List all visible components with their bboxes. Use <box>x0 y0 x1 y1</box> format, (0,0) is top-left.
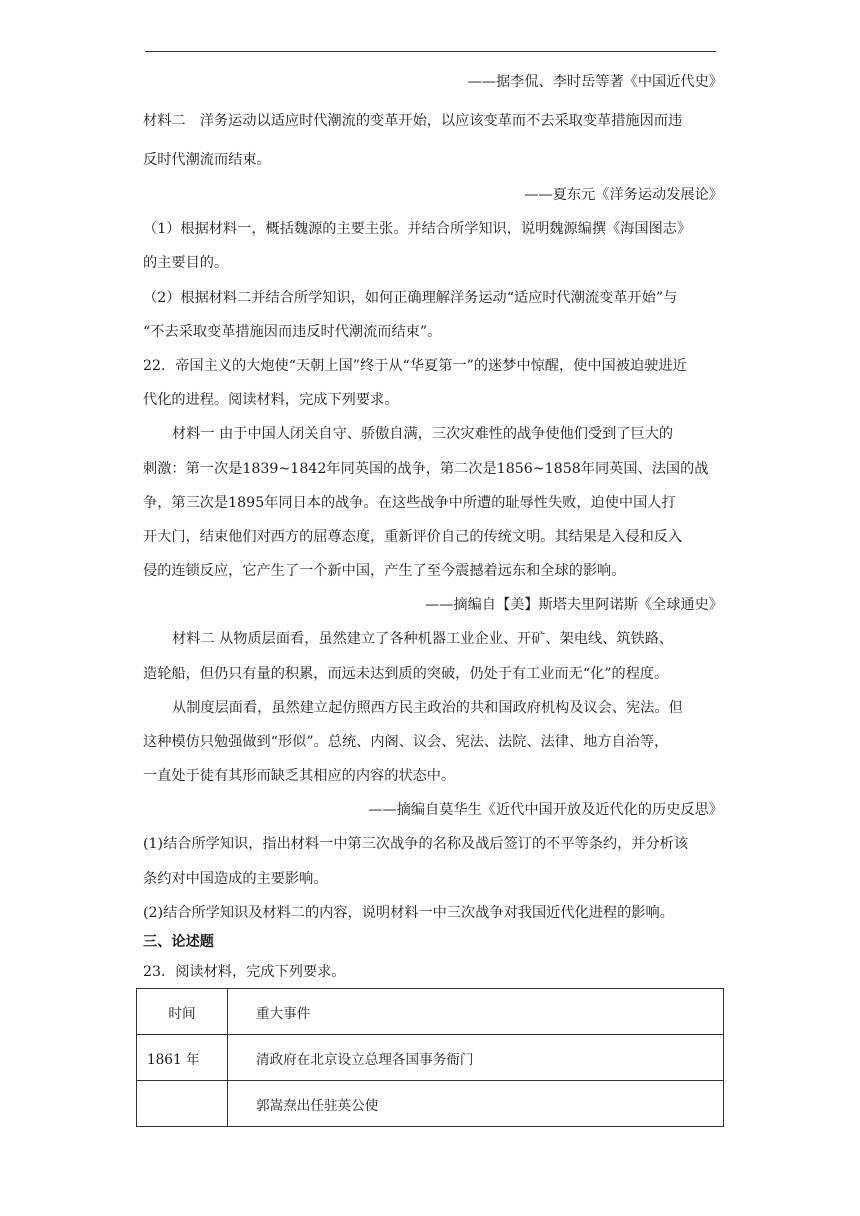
section-heading: 三、论述题 <box>143 934 214 950</box>
table-header-time: 时间 <box>137 989 228 1035</box>
table-cell-time: 1861 年 <box>137 1035 228 1081</box>
material2-text: 反时代潮流而结束。 <box>143 152 271 168</box>
material2-text: 材料二 洋务运动以适应时代潮流的变革开始，以应该变革而不去采取变革措施因而违 <box>143 113 683 129</box>
q21-subquestion-1: （1）根据材料一，概括魏源的主要主张。并结合所学知识，说明魏源编撰《海国图志》 <box>143 221 692 237</box>
table-cell-time <box>137 1081 228 1127</box>
q22-material2: 造轮船，但仍只有量的积累，而远未达到质的突破，仍处于有工业而无“化”的程度。 <box>143 666 669 682</box>
table-cell-event: 清政府在北京设立总理各国事务衙门 <box>228 1035 724 1081</box>
q22-material1: 材料一 由于中国人闭关自守、骄傲自满，三次灾难性的战争使他们受到了巨大的 <box>172 426 674 442</box>
table-row <box>137 1035 724 1081</box>
q22-subquestion-1: 条约对中国造成的主要影响。 <box>143 871 328 887</box>
material2-source: ——夏东元《洋务运动发展论》 <box>524 187 723 203</box>
table-cell-event: 郭嵩焘出任驻英公使 <box>228 1081 724 1127</box>
q22-subquestion-1: (1)结合所学知识，指出材料一中第三次战争的名称及战后签订的不平等条约，并分析该 <box>143 836 689 852</box>
q22-material2: 一直处于徒有其形而缺乏其相应的内容的状态中。 <box>143 768 456 784</box>
table-header-event: 重大事件 <box>228 989 724 1035</box>
table-row <box>137 1081 724 1127</box>
q22-material1: 侵的连锁反应，它产生了一个新中国，产生了至今震撼着远东和全球的影响。 <box>143 563 626 579</box>
q22-material2: 这种模仿只勉强做到“形似”。总统、内阁、议会、宪法、法院、法律、地方自治等， <box>143 734 669 750</box>
table-header-row <box>137 989 724 1035</box>
q21-subquestion-2: （2）根据材料二并结合所学知识，如何正确理解洋务运动“适应时代潮流变革开始”与 <box>143 290 678 306</box>
top-divider <box>145 51 716 52</box>
q22-material1-source: ——摘编自【美】斯塔夫里阿诺斯《全球通史》 <box>425 597 723 613</box>
q22-material2-source: ——摘编自莫华生《近代中国开放及近代化的历史反思》 <box>368 802 723 818</box>
q22-intro: 22．帝国主义的大炮使“天朝上国”终于从“华夏第一”的迷梦中惊醒，使中国被迫驶进近 <box>143 358 687 374</box>
events-table <box>136 988 724 1127</box>
q22-material2: 材料二 从物质层面看，虽然建立了各种机器工业企业、开矿、架电线、筑铁路、 <box>172 631 674 647</box>
q22-intro: 代化的进程。阅读材料，完成下列要求。 <box>143 392 399 408</box>
q22-material1: 争，第三次是1895年同日本的战争。在这些战争中所遭的耻辱性失败，迫使中国人打 <box>143 495 676 511</box>
q22-material1: 刺激：第一次是1839~1842年同英国的战争，第二次是1856~1858年同英国、法国的战 <box>143 461 709 477</box>
source-citation-1: ——据李侃、李时岳等著《中国近代史》 <box>467 74 723 90</box>
q22-material2: 从制度层面看，虽然建立起仿照西方民主政治的共和国政府机构及议会、宪法。但 <box>172 700 683 716</box>
q23-intro: 23．阅读材料，完成下列要求。 <box>143 964 346 980</box>
q22-subquestion-2: (2)结合所学知识及材料二的内容，说明材料一中三次战争对我国近代化进程的影响。 <box>143 905 674 921</box>
q21-subquestion-2: “不去采取变革措施因而违反时代潮流而结束”。 <box>143 324 442 340</box>
q21-subquestion-1: 的主要目的。 <box>143 255 229 271</box>
q22-material1: 开大门，结束他们对西方的屈尊态度，重新评价自己的传统文明。其结果是入侵和反入 <box>143 529 683 545</box>
